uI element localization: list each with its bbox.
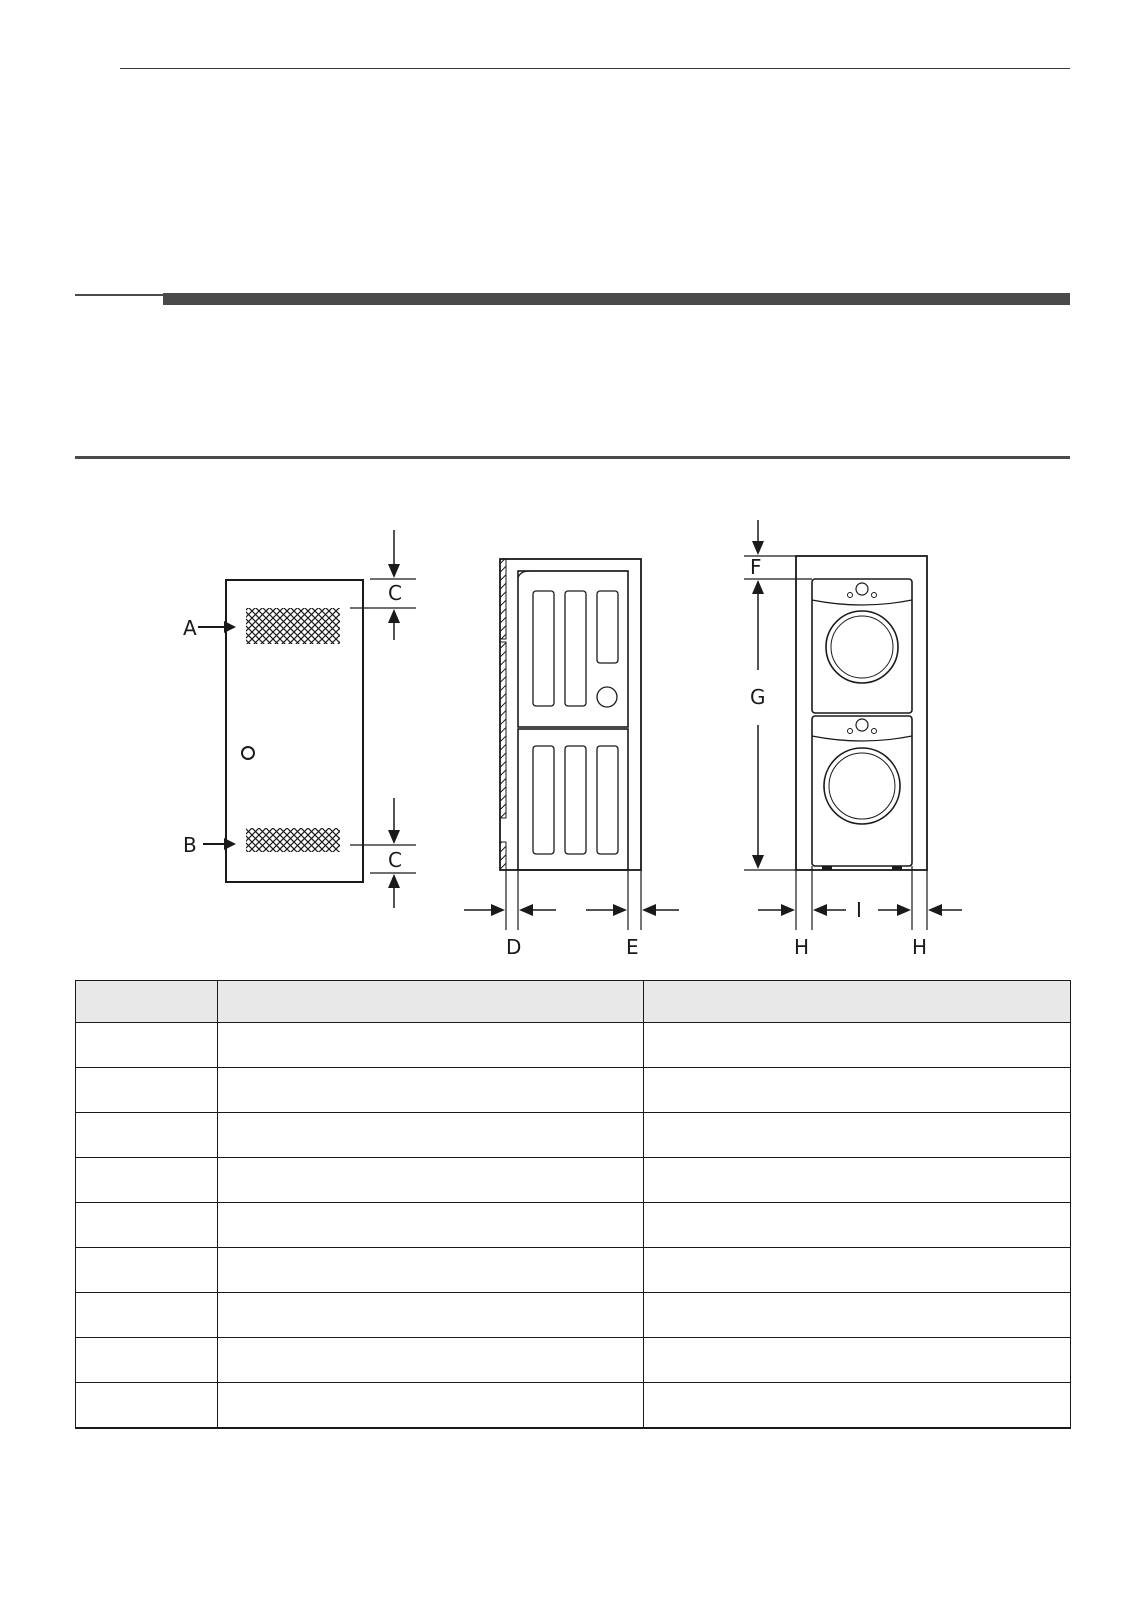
table-cell — [218, 1158, 644, 1203]
label-d: D — [506, 935, 522, 959]
header-cell — [218, 981, 644, 1023]
upper-vent-opening — [246, 608, 340, 644]
table-cell — [76, 1383, 218, 1429]
subsection-rule — [75, 456, 1070, 459]
table-row — [76, 1383, 1071, 1429]
table-cell — [76, 1113, 218, 1158]
dial-icon — [856, 583, 868, 595]
door-knob-icon — [242, 747, 254, 759]
table-cell — [644, 1293, 1071, 1338]
label-h-right: H — [912, 935, 928, 959]
label-g: G — [750, 685, 766, 709]
header-cell — [76, 981, 218, 1023]
table-cell — [644, 1338, 1071, 1383]
clearance-table — [75, 980, 1071, 1429]
table-cell — [218, 1248, 644, 1293]
table-row — [76, 1203, 1071, 1248]
label-f: F — [750, 555, 762, 579]
closet-door-view — [183, 530, 416, 908]
dryer-door — [826, 611, 898, 683]
table-row — [76, 1158, 1071, 1203]
label-h-left: H — [794, 935, 810, 959]
table-cell — [218, 1383, 644, 1429]
table-header-row — [76, 981, 1071, 1023]
label-b: B — [183, 833, 197, 857]
lower-vent-opening — [246, 828, 340, 852]
header-rule — [120, 68, 1070, 69]
lower-unit-side — [518, 729, 628, 870]
table-row — [76, 1023, 1071, 1068]
table-row — [76, 1113, 1071, 1158]
washer-door — [824, 748, 900, 824]
side-view — [464, 559, 679, 959]
label-c-bottom: C — [388, 848, 402, 872]
table-row — [76, 1338, 1071, 1383]
table-cell — [644, 1248, 1071, 1293]
section-band-left — [75, 294, 163, 296]
table-cell — [218, 1023, 644, 1068]
label-i: I — [856, 898, 862, 922]
table-cell — [644, 1068, 1071, 1113]
table-cell — [76, 1203, 218, 1248]
table-cell — [76, 1293, 218, 1338]
table-row — [76, 1248, 1071, 1293]
upper-unit-side — [518, 571, 628, 727]
section-band — [163, 293, 1070, 305]
table-cell — [76, 1158, 218, 1203]
table-cell — [644, 1383, 1071, 1429]
table-cell — [218, 1068, 644, 1113]
table-cell — [76, 1248, 218, 1293]
table-cell — [644, 1023, 1071, 1068]
table-cell — [76, 1068, 218, 1113]
table-cell — [218, 1338, 644, 1383]
upper-dryer — [812, 579, 912, 713]
table-row — [76, 1068, 1071, 1113]
table-cell — [644, 1113, 1071, 1158]
table-row — [76, 1293, 1071, 1338]
clearance-diagram — [0, 520, 1148, 960]
table-cell — [644, 1203, 1071, 1248]
table-cell — [76, 1023, 218, 1068]
dial-icon — [856, 719, 868, 731]
front-view — [744, 520, 962, 959]
label-e: E — [626, 935, 639, 959]
table-cell — [218, 1113, 644, 1158]
table-cell — [76, 1338, 218, 1383]
header-cell — [644, 981, 1071, 1023]
table-cell — [218, 1293, 644, 1338]
label-c-top: C — [388, 581, 402, 605]
table-cell — [644, 1158, 1071, 1203]
label-a: A — [183, 616, 197, 640]
table-cell — [218, 1203, 644, 1248]
